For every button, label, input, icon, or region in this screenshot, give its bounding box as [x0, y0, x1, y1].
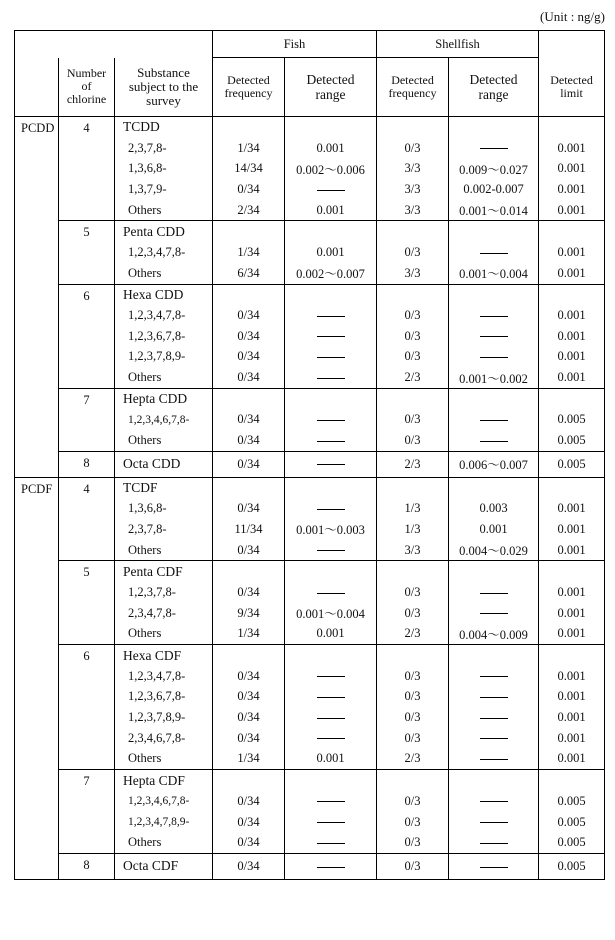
- detected-limit-cell: [539, 284, 605, 305]
- shellfish-range-cell: [449, 284, 539, 305]
- dash-mark: [317, 441, 345, 442]
- fish-range-cell: [285, 770, 377, 791]
- dash-mark: [317, 593, 345, 594]
- fish-frequency-cell: 0/34: [213, 326, 285, 347]
- shellfish-range-cell: 0.001～0.002: [449, 367, 539, 388]
- shellfish-range-cell: [449, 749, 539, 770]
- chlorine-number: 5: [59, 221, 115, 284]
- shellfish-frequency-cell: 0/3: [377, 347, 449, 368]
- substance-cell: 1,2,3,7,8-: [115, 582, 213, 603]
- substance-cell: Others: [115, 832, 213, 853]
- shellfish-range-cell: 0.003: [449, 498, 539, 519]
- detected-limit-cell: 0.001: [539, 707, 605, 728]
- fish-frequency-cell: 6/34: [213, 263, 285, 284]
- detected-limit-cell: 0.001: [539, 138, 605, 159]
- shellfish-range-cell: [449, 242, 539, 263]
- shellfish-frequency-cell: 0/3: [377, 326, 449, 347]
- fish-range-cell: [285, 430, 377, 451]
- shellfish-range-cell: [449, 687, 539, 708]
- shellfish-range-cell: [449, 326, 539, 347]
- group-name: Penta CDD: [115, 221, 213, 242]
- group-name: TCDF: [115, 477, 213, 498]
- dash-mark: [480, 253, 508, 254]
- shellfish-frequency-cell: 0/3: [377, 854, 449, 880]
- group-row: [15, 854, 605, 880]
- group-row: [15, 388, 605, 409]
- substance-cell: Others: [115, 367, 213, 388]
- fish-frequency-cell: 0/34: [213, 347, 285, 368]
- shellfish-frequency-cell: 0/3: [377, 832, 449, 853]
- shellfish-frequency-cell: 2/3: [377, 452, 449, 478]
- dash-mark: [317, 509, 345, 510]
- fish-frequency-cell: 0/34: [213, 452, 285, 478]
- substance-cell: 1,2,3,7,8,9-: [115, 707, 213, 728]
- shellfish-frequency-cell: [377, 388, 449, 409]
- detected-limit-cell: 0.001: [539, 749, 605, 770]
- detected-limit-cell: 0.001: [539, 158, 605, 179]
- detected-limit-cell: 0.005: [539, 410, 605, 431]
- group-name: Hepta CDF: [115, 770, 213, 791]
- number-of-chlorine-header: Number of chlorine: [59, 58, 115, 117]
- fish-frequency-cell: 1/34: [213, 624, 285, 645]
- dash-mark: [480, 613, 508, 614]
- fish-range-cell: [285, 367, 377, 388]
- substance-cell: 2,3,7,8-: [115, 138, 213, 159]
- shellfish-range-header: Detected range: [449, 58, 539, 117]
- fish-frequency-cell: [213, 284, 285, 305]
- fish-range-cell: [285, 284, 377, 305]
- shellfish-range-cell: [449, 645, 539, 666]
- fish-range-cell: [285, 540, 377, 561]
- group-row: [15, 645, 605, 666]
- shellfish-frequency-cell: 3/3: [377, 263, 449, 284]
- detected-limit-cell: 0.001: [539, 305, 605, 326]
- fish-frequency-cell: 1/34: [213, 138, 285, 159]
- fish-frequency-cell: [213, 477, 285, 498]
- detected-limit-cell: 0.001: [539, 326, 605, 347]
- shellfish-frequency-cell: 2/3: [377, 749, 449, 770]
- substance-cell: 1,2,3,6,7,8-: [115, 687, 213, 708]
- shellfish-range-cell: 0.001: [449, 519, 539, 540]
- fish-frequency-cell: 0/34: [213, 540, 285, 561]
- dash-mark: [317, 822, 345, 823]
- shellfish-range-cell: [449, 854, 539, 880]
- shellfish-frequency-cell: 0/3: [377, 707, 449, 728]
- dash-mark: [480, 148, 508, 149]
- fish-range-cell: 0.001: [285, 624, 377, 645]
- shellfish-frequency-cell: [377, 645, 449, 666]
- fish-range-cell: [285, 832, 377, 853]
- fish-range-cell: 0.002～0.006: [285, 158, 377, 179]
- detected-limit-cell: 0.001: [539, 367, 605, 388]
- shellfish-range-cell: [449, 477, 539, 498]
- substance-cell: 1,2,3,4,7,8,9-: [115, 812, 213, 833]
- substance-cell: 1,2,3,4,7,8-: [115, 666, 213, 687]
- detected-limit-cell: 0.005: [539, 812, 605, 833]
- substance-cell: Others: [115, 200, 213, 221]
- substance-cell: Others: [115, 540, 213, 561]
- substance-cell: 1,3,6,8-: [115, 498, 213, 519]
- fish-range-cell: [285, 452, 377, 478]
- detected-limit-cell: 0.001: [539, 540, 605, 561]
- group-name: Hexa CDF: [115, 645, 213, 666]
- fish-frequency-cell: 0/34: [213, 179, 285, 200]
- detected-limit-cell: 0.001: [539, 263, 605, 284]
- fish-frequency-cell: 14/34: [213, 158, 285, 179]
- dash-mark: [317, 697, 345, 698]
- dash-mark: [317, 336, 345, 337]
- fish-range-cell: [285, 221, 377, 242]
- dash-mark: [317, 420, 345, 421]
- fish-frequency-cell: 0/34: [213, 707, 285, 728]
- fish-range-cell: 0.001～0.003: [285, 519, 377, 540]
- shellfish-range-cell: [449, 305, 539, 326]
- detected-limit-cell: 0.001: [539, 624, 605, 645]
- dash-mark: [480, 441, 508, 442]
- fish-frequency-cell: 0/34: [213, 410, 285, 431]
- unit-label: (Unit : ng/g): [540, 9, 605, 24]
- shellfish-frequency-cell: 2/3: [377, 367, 449, 388]
- shellfish-frequency-cell: 2/3: [377, 624, 449, 645]
- shellfish-frequency-cell: 0/3: [377, 242, 449, 263]
- detected-limit-cell: 0.001: [539, 498, 605, 519]
- dash-mark: [480, 718, 508, 719]
- shellfish-range-cell: [449, 410, 539, 431]
- shellfish-range-cell: 0.001～0.004: [449, 263, 539, 284]
- fish-frequency-cell: 0/34: [213, 367, 285, 388]
- substance-cell: 1,2,3,4,6,7,8-: [115, 410, 213, 431]
- fish-frequency-cell: 1/34: [213, 749, 285, 770]
- fish-frequency-cell: [213, 388, 285, 409]
- fish-frequency-cell: 0/34: [213, 687, 285, 708]
- dash-mark: [317, 718, 345, 719]
- fish-range-cell: [285, 854, 377, 880]
- shellfish-range-cell: [449, 430, 539, 451]
- group-row: [15, 452, 605, 478]
- dash-mark: [480, 697, 508, 698]
- shellfish-range-cell: 0.009～0.027: [449, 158, 539, 179]
- shellfish-range-cell: [449, 117, 539, 138]
- shellfish-frequency-cell: 0/3: [377, 410, 449, 431]
- dash-mark: [480, 738, 508, 739]
- detected-limit-cell: [539, 645, 605, 666]
- dash-mark: [317, 464, 345, 465]
- group-row: [15, 221, 605, 242]
- dash-mark: [480, 801, 508, 802]
- fish-frequency-cell: 11/34: [213, 519, 285, 540]
- dash-mark: [480, 676, 508, 677]
- dash-mark: [480, 867, 508, 868]
- shellfish-frequency-cell: [377, 117, 449, 138]
- fish-range-cell: [285, 179, 377, 200]
- dash-mark: [480, 822, 508, 823]
- group-name: Hexa CDD: [115, 284, 213, 305]
- fish-frequency-cell: 0/34: [213, 854, 285, 880]
- shellfish-frequency-header: Detected frequency: [377, 58, 449, 117]
- shellfish-range-cell: [449, 561, 539, 582]
- shellfish-range-cell: [449, 666, 539, 687]
- fish-frequency-cell: [213, 221, 285, 242]
- group-row: [15, 770, 605, 791]
- chlorine-number: 8: [59, 452, 115, 478]
- fish-range-cell: [285, 477, 377, 498]
- dash-mark: [480, 759, 508, 760]
- shellfish-frequency-cell: 0/3: [377, 305, 449, 326]
- shellfish-frequency-cell: [377, 477, 449, 498]
- shellfish-frequency-cell: 0/3: [377, 791, 449, 812]
- group-name: Hepta CDD: [115, 388, 213, 409]
- dash-mark: [317, 738, 345, 739]
- substance-cell: 1,2,3,4,6,7,8-: [115, 791, 213, 812]
- substance-cell: Others: [115, 624, 213, 645]
- substance-cell: 1,3,6,8-: [115, 158, 213, 179]
- dash-mark: [480, 420, 508, 421]
- shellfish-range-cell: [449, 770, 539, 791]
- detected-limit-cell: 0.005: [539, 791, 605, 812]
- shellfish-range-cell: [449, 221, 539, 242]
- detected-limit-cell: 0.005: [539, 832, 605, 853]
- shellfish-range-cell: [449, 347, 539, 368]
- fish-range-cell: [285, 388, 377, 409]
- fish-range-cell: [285, 326, 377, 347]
- fish-range-cell: [285, 645, 377, 666]
- shellfish-frequency-cell: 0/3: [377, 812, 449, 833]
- substance-cell: 1,3,7,9-: [115, 179, 213, 200]
- detected-limit-cell: [539, 477, 605, 498]
- fish-frequency-cell: [213, 645, 285, 666]
- shellfish-frequency-cell: 0/3: [377, 687, 449, 708]
- fish-range-cell: [285, 707, 377, 728]
- shellfish-frequency-cell: 0/3: [377, 666, 449, 687]
- shellfish-frequency-cell: 1/3: [377, 519, 449, 540]
- fish-frequency-cell: 2/34: [213, 200, 285, 221]
- dash-mark: [317, 867, 345, 868]
- group-name: Octa CDD: [115, 452, 213, 478]
- fish-range-cell: [285, 117, 377, 138]
- fish-frequency-cell: 0/34: [213, 582, 285, 603]
- header-row-1: [15, 31, 605, 58]
- dash-mark: [317, 843, 345, 844]
- shellfish-frequency-cell: [377, 221, 449, 242]
- substance-header: Substance subject to the survey: [115, 58, 213, 117]
- detected-limit-cell: 0.001: [539, 519, 605, 540]
- dash-mark: [317, 316, 345, 317]
- shellfish-range-cell: [449, 138, 539, 159]
- chlorine-number: 8: [59, 854, 115, 880]
- dash-mark: [317, 676, 345, 677]
- fish-range-cell: [285, 582, 377, 603]
- substance-cell: 1,2,3,4,7,8-: [115, 305, 213, 326]
- fish-range-header: Detected range: [285, 58, 377, 117]
- fish-frequency-cell: 0/34: [213, 791, 285, 812]
- detected-limit-cell: [539, 388, 605, 409]
- shellfish-frequency-cell: 3/3: [377, 540, 449, 561]
- fish-range-cell: [285, 561, 377, 582]
- dash-mark: [480, 843, 508, 844]
- shellfish-frequency-cell: 3/3: [377, 179, 449, 200]
- substance-cell: 2,3,4,6,7,8-: [115, 728, 213, 749]
- fish-frequency-cell: 0/34: [213, 305, 285, 326]
- detected-limit-cell: 0.001: [539, 242, 605, 263]
- fish-frequency-cell: 0/34: [213, 832, 285, 853]
- fish-frequency-header: Detected frequency: [213, 58, 285, 117]
- fish-frequency-cell: 0/34: [213, 430, 285, 451]
- group-name: Octa CDF: [115, 854, 213, 880]
- substance-cell: Others: [115, 749, 213, 770]
- shellfish-frequency-cell: 3/3: [377, 200, 449, 221]
- detected-limit-cell: 0.001: [539, 347, 605, 368]
- dash-mark: [480, 357, 508, 358]
- fish-range-cell: [285, 410, 377, 431]
- fish-range-cell: 0.001: [285, 242, 377, 263]
- shellfish-range-cell: 0.004～0.009: [449, 624, 539, 645]
- chlorine-number: 6: [59, 645, 115, 770]
- fish-range-cell: [285, 791, 377, 812]
- substance-cell: 1,2,3,6,7,8-: [115, 326, 213, 347]
- chlorine-number: 7: [59, 770, 115, 854]
- detected-limit-cell: [539, 221, 605, 242]
- fish-frequency-cell: 0/34: [213, 812, 285, 833]
- shellfish-frequency-cell: [377, 284, 449, 305]
- detected-limit-cell: 0.001: [539, 728, 605, 749]
- substance-cell: 2,3,4,7,8-: [115, 603, 213, 624]
- dash-mark: [317, 550, 345, 551]
- fish-frequency-cell: 1/34: [213, 242, 285, 263]
- chlorine-number: 7: [59, 388, 115, 451]
- substance-cell: Others: [115, 263, 213, 284]
- fish-frequency-cell: 0/34: [213, 666, 285, 687]
- shellfish-frequency-cell: [377, 561, 449, 582]
- dioxin-detection-table: [14, 30, 605, 880]
- chlorine-number: 6: [59, 284, 115, 388]
- dash-mark: [317, 190, 345, 191]
- fish-range-cell: [285, 687, 377, 708]
- fish-range-cell: 0.001～0.004: [285, 603, 377, 624]
- chlorine-number: 5: [59, 561, 115, 645]
- group-name: Penta CDF: [115, 561, 213, 582]
- header-row-2: [15, 58, 605, 117]
- substance-cell: 2,3,7,8-: [115, 519, 213, 540]
- dash-mark: [317, 801, 345, 802]
- shellfish-frequency-cell: 0/3: [377, 728, 449, 749]
- group-row: [15, 284, 605, 305]
- detected-limit-cell: [539, 117, 605, 138]
- detected-limit-header: Detected limit: [539, 58, 605, 117]
- shellfish-range-cell: [449, 832, 539, 853]
- shellfish-range-cell: 0.001～0.014: [449, 200, 539, 221]
- fish-range-cell: [285, 305, 377, 326]
- detected-limit-cell: 0.001: [539, 179, 605, 200]
- shellfish-frequency-cell: 3/3: [377, 158, 449, 179]
- detected-limit-cell: 0.005: [539, 430, 605, 451]
- chlorine-number: 4: [59, 477, 115, 561]
- shellfish-frequency-cell: 0/3: [377, 430, 449, 451]
- shellfish-header: Shellfish: [377, 31, 539, 58]
- shellfish-range-cell: [449, 791, 539, 812]
- dash-mark: [480, 593, 508, 594]
- substance-cell: 1,2,3,4,7,8-: [115, 242, 213, 263]
- group-row: [15, 477, 605, 498]
- dash-mark: [480, 336, 508, 337]
- fish-range-cell: [285, 728, 377, 749]
- detected-limit-cell: [539, 770, 605, 791]
- fish-frequency-cell: [213, 561, 285, 582]
- substance-cell: Others: [115, 430, 213, 451]
- fish-header: Fish: [213, 31, 377, 58]
- shellfish-range-cell: 0.002-0.007: [449, 179, 539, 200]
- detected-limit-cell: 0.005: [539, 452, 605, 478]
- detected-limit-cell: 0.005: [539, 854, 605, 880]
- shellfish-frequency-cell: 0/3: [377, 138, 449, 159]
- shellfish-range-cell: 0.004～0.029: [449, 540, 539, 561]
- shellfish-frequency-cell: 0/3: [377, 582, 449, 603]
- dash-mark: [317, 357, 345, 358]
- fish-frequency-cell: [213, 770, 285, 791]
- fish-range-cell: [285, 498, 377, 519]
- shellfish-range-cell: [449, 603, 539, 624]
- detected-limit-cell: 0.001: [539, 582, 605, 603]
- category-label: PCDF: [15, 477, 59, 879]
- detected-limit-cell: 0.001: [539, 666, 605, 687]
- fish-frequency-cell: 0/34: [213, 498, 285, 519]
- dash-mark: [480, 316, 508, 317]
- shellfish-frequency-cell: [377, 770, 449, 791]
- shellfish-range-cell: [449, 388, 539, 409]
- dash-mark: [317, 378, 345, 379]
- group-row: [15, 117, 605, 138]
- shellfish-range-cell: 0.006～0.007: [449, 452, 539, 478]
- fish-range-cell: [285, 812, 377, 833]
- fish-range-cell: 0.001: [285, 138, 377, 159]
- fish-range-cell: 0.001: [285, 200, 377, 221]
- detected-limit-cell: 0.001: [539, 603, 605, 624]
- shellfish-range-cell: [449, 582, 539, 603]
- fish-range-cell: [285, 666, 377, 687]
- substance-cell: 1,2,3,7,8,9-: [115, 347, 213, 368]
- shellfish-range-cell: [449, 812, 539, 833]
- fish-range-cell: [285, 347, 377, 368]
- group-row: [15, 561, 605, 582]
- category-label: PCDD: [15, 117, 59, 478]
- shellfish-range-cell: [449, 728, 539, 749]
- fish-range-cell: 0.001: [285, 749, 377, 770]
- fish-range-cell: 0.002～0.007: [285, 263, 377, 284]
- detected-limit-cell: 0.001: [539, 200, 605, 221]
- shellfish-range-cell: [449, 707, 539, 728]
- fish-frequency-cell: 9/34: [213, 603, 285, 624]
- shellfish-frequency-cell: 1/3: [377, 498, 449, 519]
- fish-frequency-cell: 0/34: [213, 728, 285, 749]
- fish-frequency-cell: [213, 117, 285, 138]
- detected-limit-cell: 0.001: [539, 687, 605, 708]
- shellfish-frequency-cell: 0/3: [377, 603, 449, 624]
- chlorine-number: 4: [59, 117, 115, 221]
- detected-limit-cell: [539, 561, 605, 582]
- group-name: TCDD: [115, 117, 213, 138]
